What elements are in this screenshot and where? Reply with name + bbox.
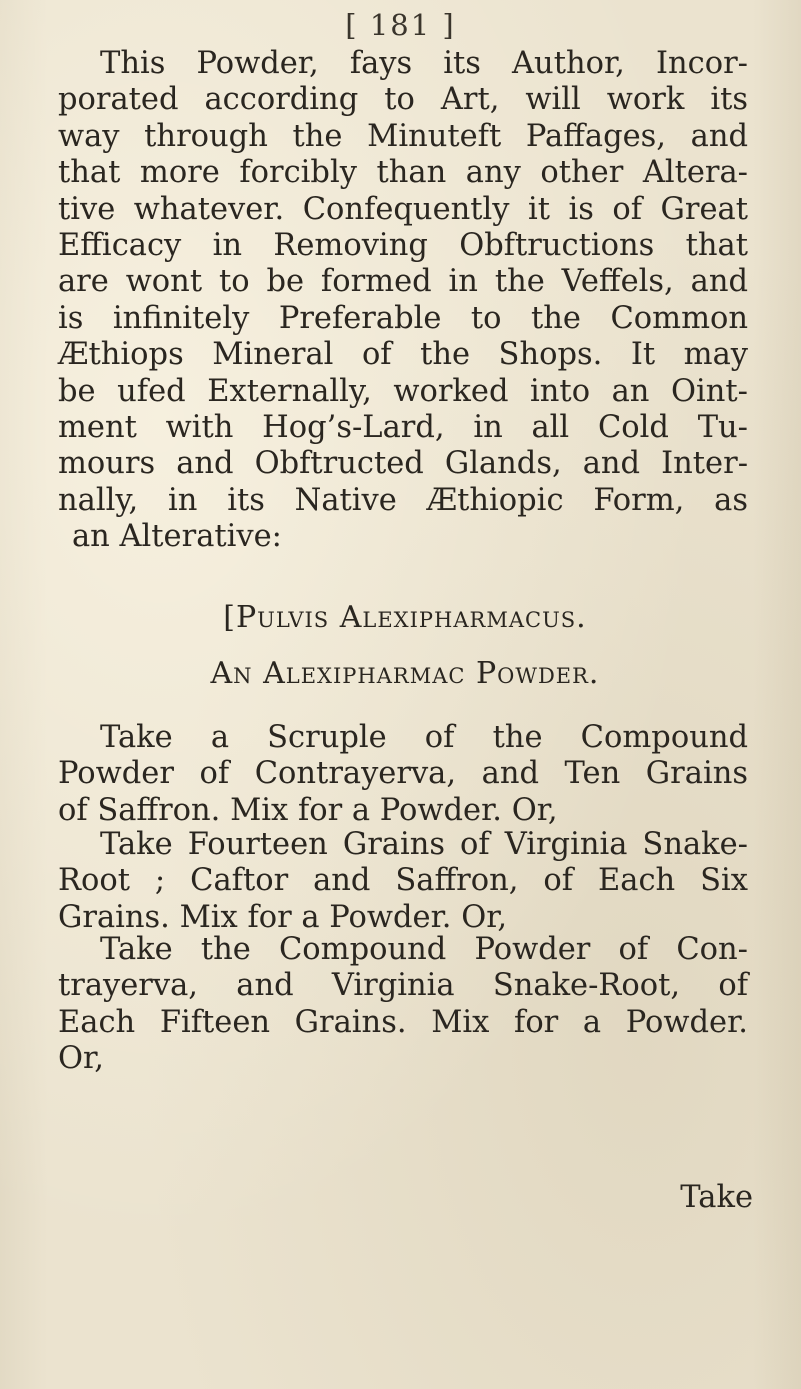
- text-line: Take Fourteen Grains of Virginia Snake-: [100, 827, 748, 862]
- paragraph-3: [58, 827, 748, 936]
- text-line: Root ; Caftor and Saffron, of Each Six: [58, 863, 748, 899]
- text-line: Take a Scruple of the Compound: [100, 720, 748, 755]
- section-heading-english: An Alexipharmac Powder.: [210, 656, 600, 691]
- text-line: Æthiops Mineral of the Shops. It may: [58, 337, 748, 373]
- text-line: Each Fifteen Grains. Mix for a Powder.: [58, 1004, 748, 1040]
- text-line: porated according to Art, will work its: [58, 82, 748, 118]
- paragraph-1: [58, 46, 748, 556]
- section-heading-latin: [Pulvis Alexipharmacus.: [223, 600, 587, 635]
- text-line: This Powder, fays its Author, Incor-: [100, 46, 748, 81]
- text-line: Efficacy in Removing Obftructions that: [58, 228, 748, 264]
- text-line: way through the Minuteft Paffages, and: [58, 118, 748, 154]
- text-line: an Alterative:: [72, 519, 282, 555]
- text-line: Take the Compound Powder of Con-: [100, 932, 748, 967]
- text-line: is infinitely Preferable to the Common: [58, 300, 748, 336]
- text-line: ment with Hog’s-Lard, in all Cold Tu-: [58, 410, 748, 446]
- text-line: are wont to be formed in the Veffels, and: [58, 264, 748, 300]
- text-line: Powder of Contrayerva, and Ten Grains: [58, 756, 748, 792]
- text-line: of Saffron. Mix for a Powder. Or,: [58, 792, 558, 828]
- paragraph-4: [58, 932, 748, 1078]
- text-line: Or,: [58, 1041, 104, 1077]
- catchword: Take: [680, 1180, 753, 1215]
- text-line: mours and Obftructed Glands, and Inter-: [58, 446, 748, 482]
- page-number: [ 181 ]: [345, 8, 456, 42]
- text-line: nally, in its Native Æthiopic Form, as: [58, 482, 748, 518]
- text-line: tive whatever. Confequently it is of Great: [58, 191, 748, 227]
- text-line: that more forcibly than any other Altera-: [58, 155, 748, 191]
- paragraph-2: [58, 720, 748, 829]
- text-line: trayerva, and Virginia Snake-Root, of: [58, 968, 748, 1004]
- text-line: Grains. Mix for a Powder. Or,: [58, 899, 508, 935]
- text-line: be ufed Externally, worked into an Oint-: [58, 373, 748, 409]
